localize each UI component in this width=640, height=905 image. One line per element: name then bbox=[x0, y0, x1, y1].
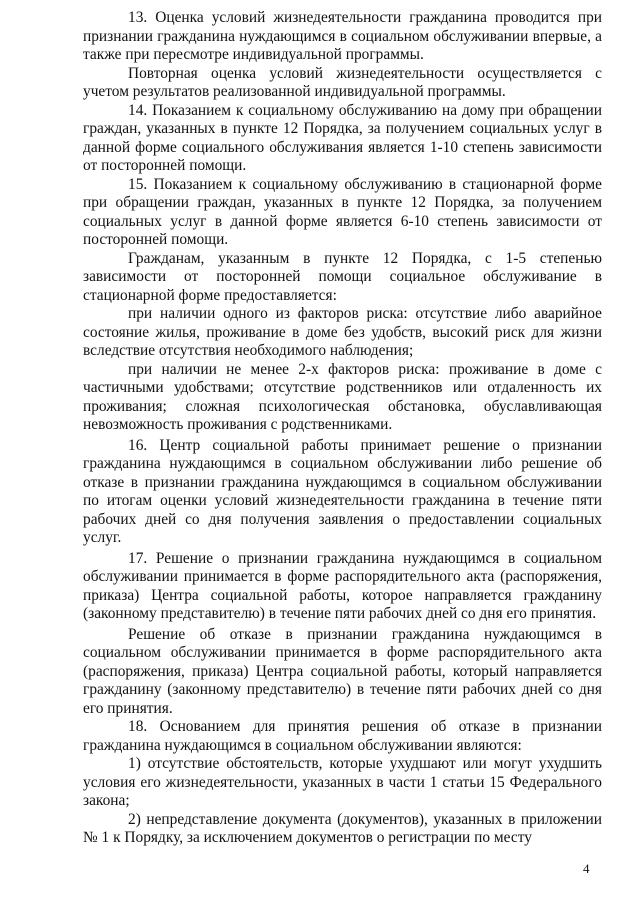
paragraph-17: 17. Решение о признании гражданина нуждающимся в социальном обслуживании принимается в форме распорядительного акта (распоряжения, приказа) Центра социальной работы, которое направляется гражданину (законному представителю) в течение пяти рабочих дней со дня его принятия. bbox=[83, 549, 602, 622]
paragraph-repeat-assessment: Повторная оценка условий жизнедеятельности осуществляется с учетом результатов реализованной индивидуальной программы. bbox=[83, 64, 602, 100]
paragraph-two-risk-factors: при наличии не менее 2-х факторов риска: проживание в доме с частичными удобствами; отсутствие родственников или отдаленность их проживания; сложная психологическая обстановка, обуславливающая невозможность проживания с родственниками. bbox=[83, 360, 602, 433]
paragraph-13: 13. Оценка условий жизнедеятельности гражданина проводится при признании гражданина нуждающимся в социальном обслуживании впервые, а также при пересмотре индивидуальной программы. bbox=[83, 9, 602, 63]
paragraph-16: 16. Центр социальной работы принимает решение о признании гражданина нуждающимся в социальном обслуживании либо решение об отказе в признании гражданина нуждающимся в социальном обслуживании по итогам оценки условий жизнедеятельности гражданина в течение пяти рабочих дней со дня получения заявления о предоставлении социальных услуг. bbox=[83, 436, 602, 546]
paragraph-18: 18. Основанием для принятия решения об отказе в признании гражданина нуждающимся в социальном обслуживании являются: bbox=[83, 718, 602, 754]
paragraph-citizens-1-5: Гражданам, указанным в пункте 12 Порядка, с 1-5 степенью зависимости от посторонней помощи социальное обслуживание в стационарной форме предоставляется: bbox=[83, 249, 602, 304]
list-item-1: 1) отсутствие обстоятельств, которые ухудшают или могут ухудшить условия его жизнедеятельности, указанных в части 1 статьи 15 Федерального закона; bbox=[83, 755, 602, 809]
paragraph-refusal-decision: Решение об отказе в признании гражданина нуждающимся в социальном обслуживании принимается в форме распорядительного акта (распоряжения, приказа) Центра социальной работы, который направляется гражданину (законному представителю) в течение пяти рабочих дней со дня его принятия. bbox=[83, 625, 602, 717]
page-number: 4 bbox=[583, 861, 590, 876]
list-item-2: 2) непредставление документа (документов), указанных в приложении № 1 к Порядку, за исключением документов о регистрации по месту bbox=[83, 810, 602, 846]
paragraph-one-risk-factor: при наличии одного из факторов риска: отсутствие либо аварийное состояние жилья, проживание в доме без удобств, высокий риск для жизни вследствие отсутствия необходимого наблюдения; bbox=[83, 305, 602, 359]
paragraph-14: 14. Показанием к социальному обслуживанию на дому при обращении граждан, указанных в пункте 12 Порядка, за получением социальных услуг в данной форме социального обслуживания является 1-10 степень зависимости от посторонней помощи. bbox=[83, 101, 602, 174]
document-body bbox=[83, 9, 602, 848]
paragraph-15: 15. Показанием к социальному обслуживанию в стационарной форме при обращении граждан, указанных в пункте 12 Порядка, за получением социальных услуг в данной форме является 6-10 степень зависимости от посторонней помощи. bbox=[83, 175, 602, 248]
